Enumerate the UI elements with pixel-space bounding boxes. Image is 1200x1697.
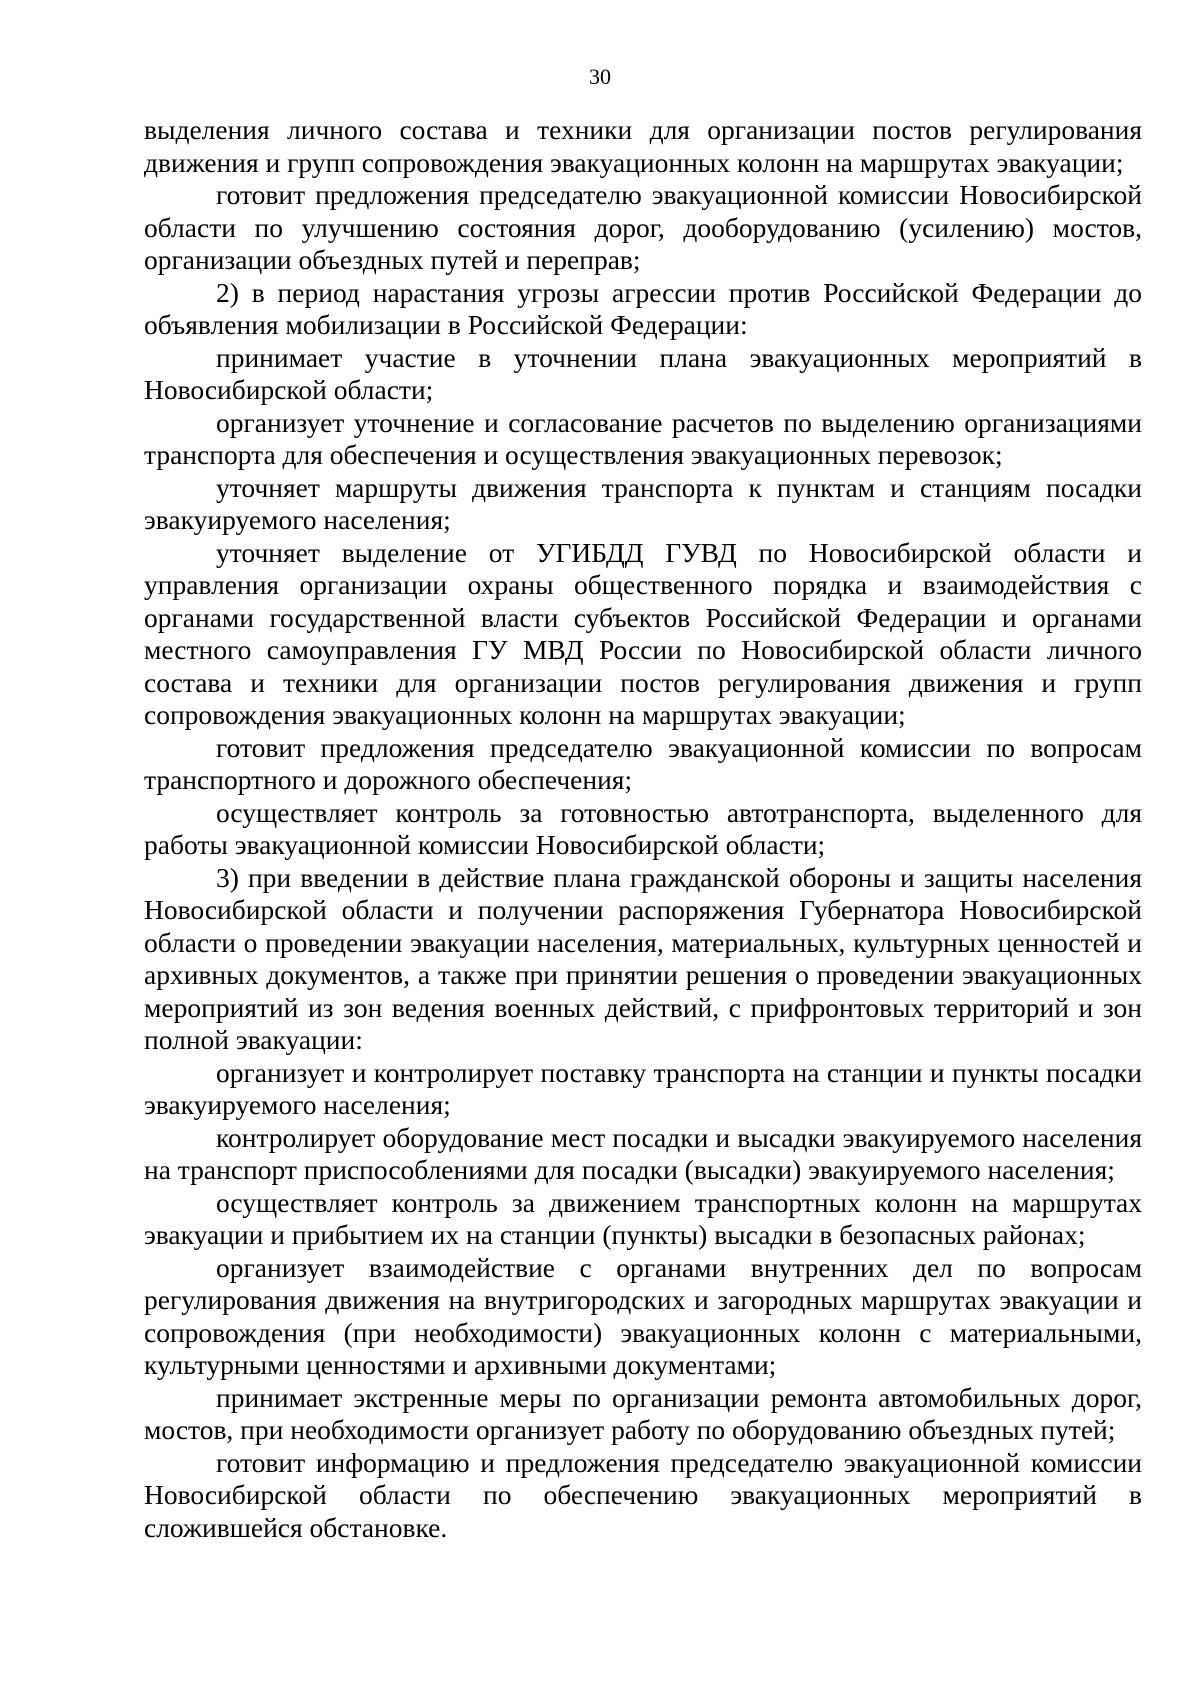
document-body — [144, 114, 1142, 1544]
paragraph: выделения личного состава и техники для организации постов регулирования движения и групп сопровождения эвакуационных колонн на маршрутах эвакуации; — [144, 114, 1142, 178]
paragraph: уточняет маршруты движения транспорта к пунктам и станциям посадки эвакуируемого населения; — [144, 471, 1142, 535]
paragraph: организует взаимодействие с органами внутренних дел по вопросам регулирования движения на внутригородских и загородных маршрутах эвакуации и сопровождения (при необходимости) эвакуационных колонн с материальными, культурными ценностями и архивными документами; — [144, 1251, 1142, 1380]
paragraph: организует и контролирует поставку транспорта на станции и пункты посадки эвакуируемого населения; — [144, 1056, 1142, 1120]
paragraph: контролирует оборудование мест посадки и высадки эвакуируемого населения на транспорт приспособлениями для посадки (высадки) эвакуируемого населения; — [144, 1121, 1142, 1185]
page-number: 30 — [589, 64, 611, 89]
paragraph: готовит предложения председателю эвакуационной комиссии по вопросам транспортного и дорожного обеспечения; — [144, 731, 1142, 795]
paragraph: осуществляет контроль за готовностью автотранспорта, выделенного для работы эвакуационной комиссии Новосибирской области; — [144, 796, 1142, 860]
paragraph: принимает участие в уточнении плана эвакуационных мероприятий в Новосибирской области; — [144, 341, 1142, 405]
paragraph: готовит информацию и предложения председателю эвакуационной комиссии Новосибирской области по обеспечению эвакуационных мероприятий в сложившейся обстановке. — [144, 1446, 1142, 1543]
paragraph: 2) в период нарастания угрозы агрессии против Российской Федерации до объявления мобилизации в Российской Федерации: — [144, 276, 1142, 340]
paragraph: готовит предложения председателю эвакуационной комиссии Новосибирской области по улучшению состояния дорог, дооборудованию (усилению) мостов, организации объездных путей и переправ; — [144, 179, 1142, 275]
paragraph: осуществляет контроль за движением транспортных колонн на маршрутах эвакуации и прибытием их на станции (пункты) высадки в безопасных районах; — [144, 1186, 1142, 1250]
paragraph: 3) при введении в действие плана гражданской обороны и защиты населения Новосибирской области и получении распоряжения Губернатора Новосибирской области о проведении эвакуации населения, материальных, культурных ценностей и архивных документов, а также при принятии решения о проведении эвакуационных мероприятий из зон ведения военных действий, с прифронтовых территорий и зон полной эвакуации: — [144, 861, 1142, 1055]
paragraph: принимает экстренные меры по организации ремонта автомобильных дорог, мостов, при необходимости организует работу по оборудованию объездных путей; — [144, 1381, 1142, 1445]
paragraph: организует уточнение и согласование расчетов по выделению организациями транспорта для обеспечения и осуществления эвакуационных перевозок; — [144, 406, 1142, 470]
paragraph: уточняет выделение от УГИБДД ГУВД по Новосибирской области и управления организации охраны общественного порядка и взаимодействия с органами государственной власти субъектов Российской Федерации и органами местного самоуправления ГУ МВД России по Новосибирской области личного состава и техники для организации постов регулирования движения и групп сопровождения эвакуационных колонн на маршрутах эвакуации; — [144, 536, 1142, 730]
